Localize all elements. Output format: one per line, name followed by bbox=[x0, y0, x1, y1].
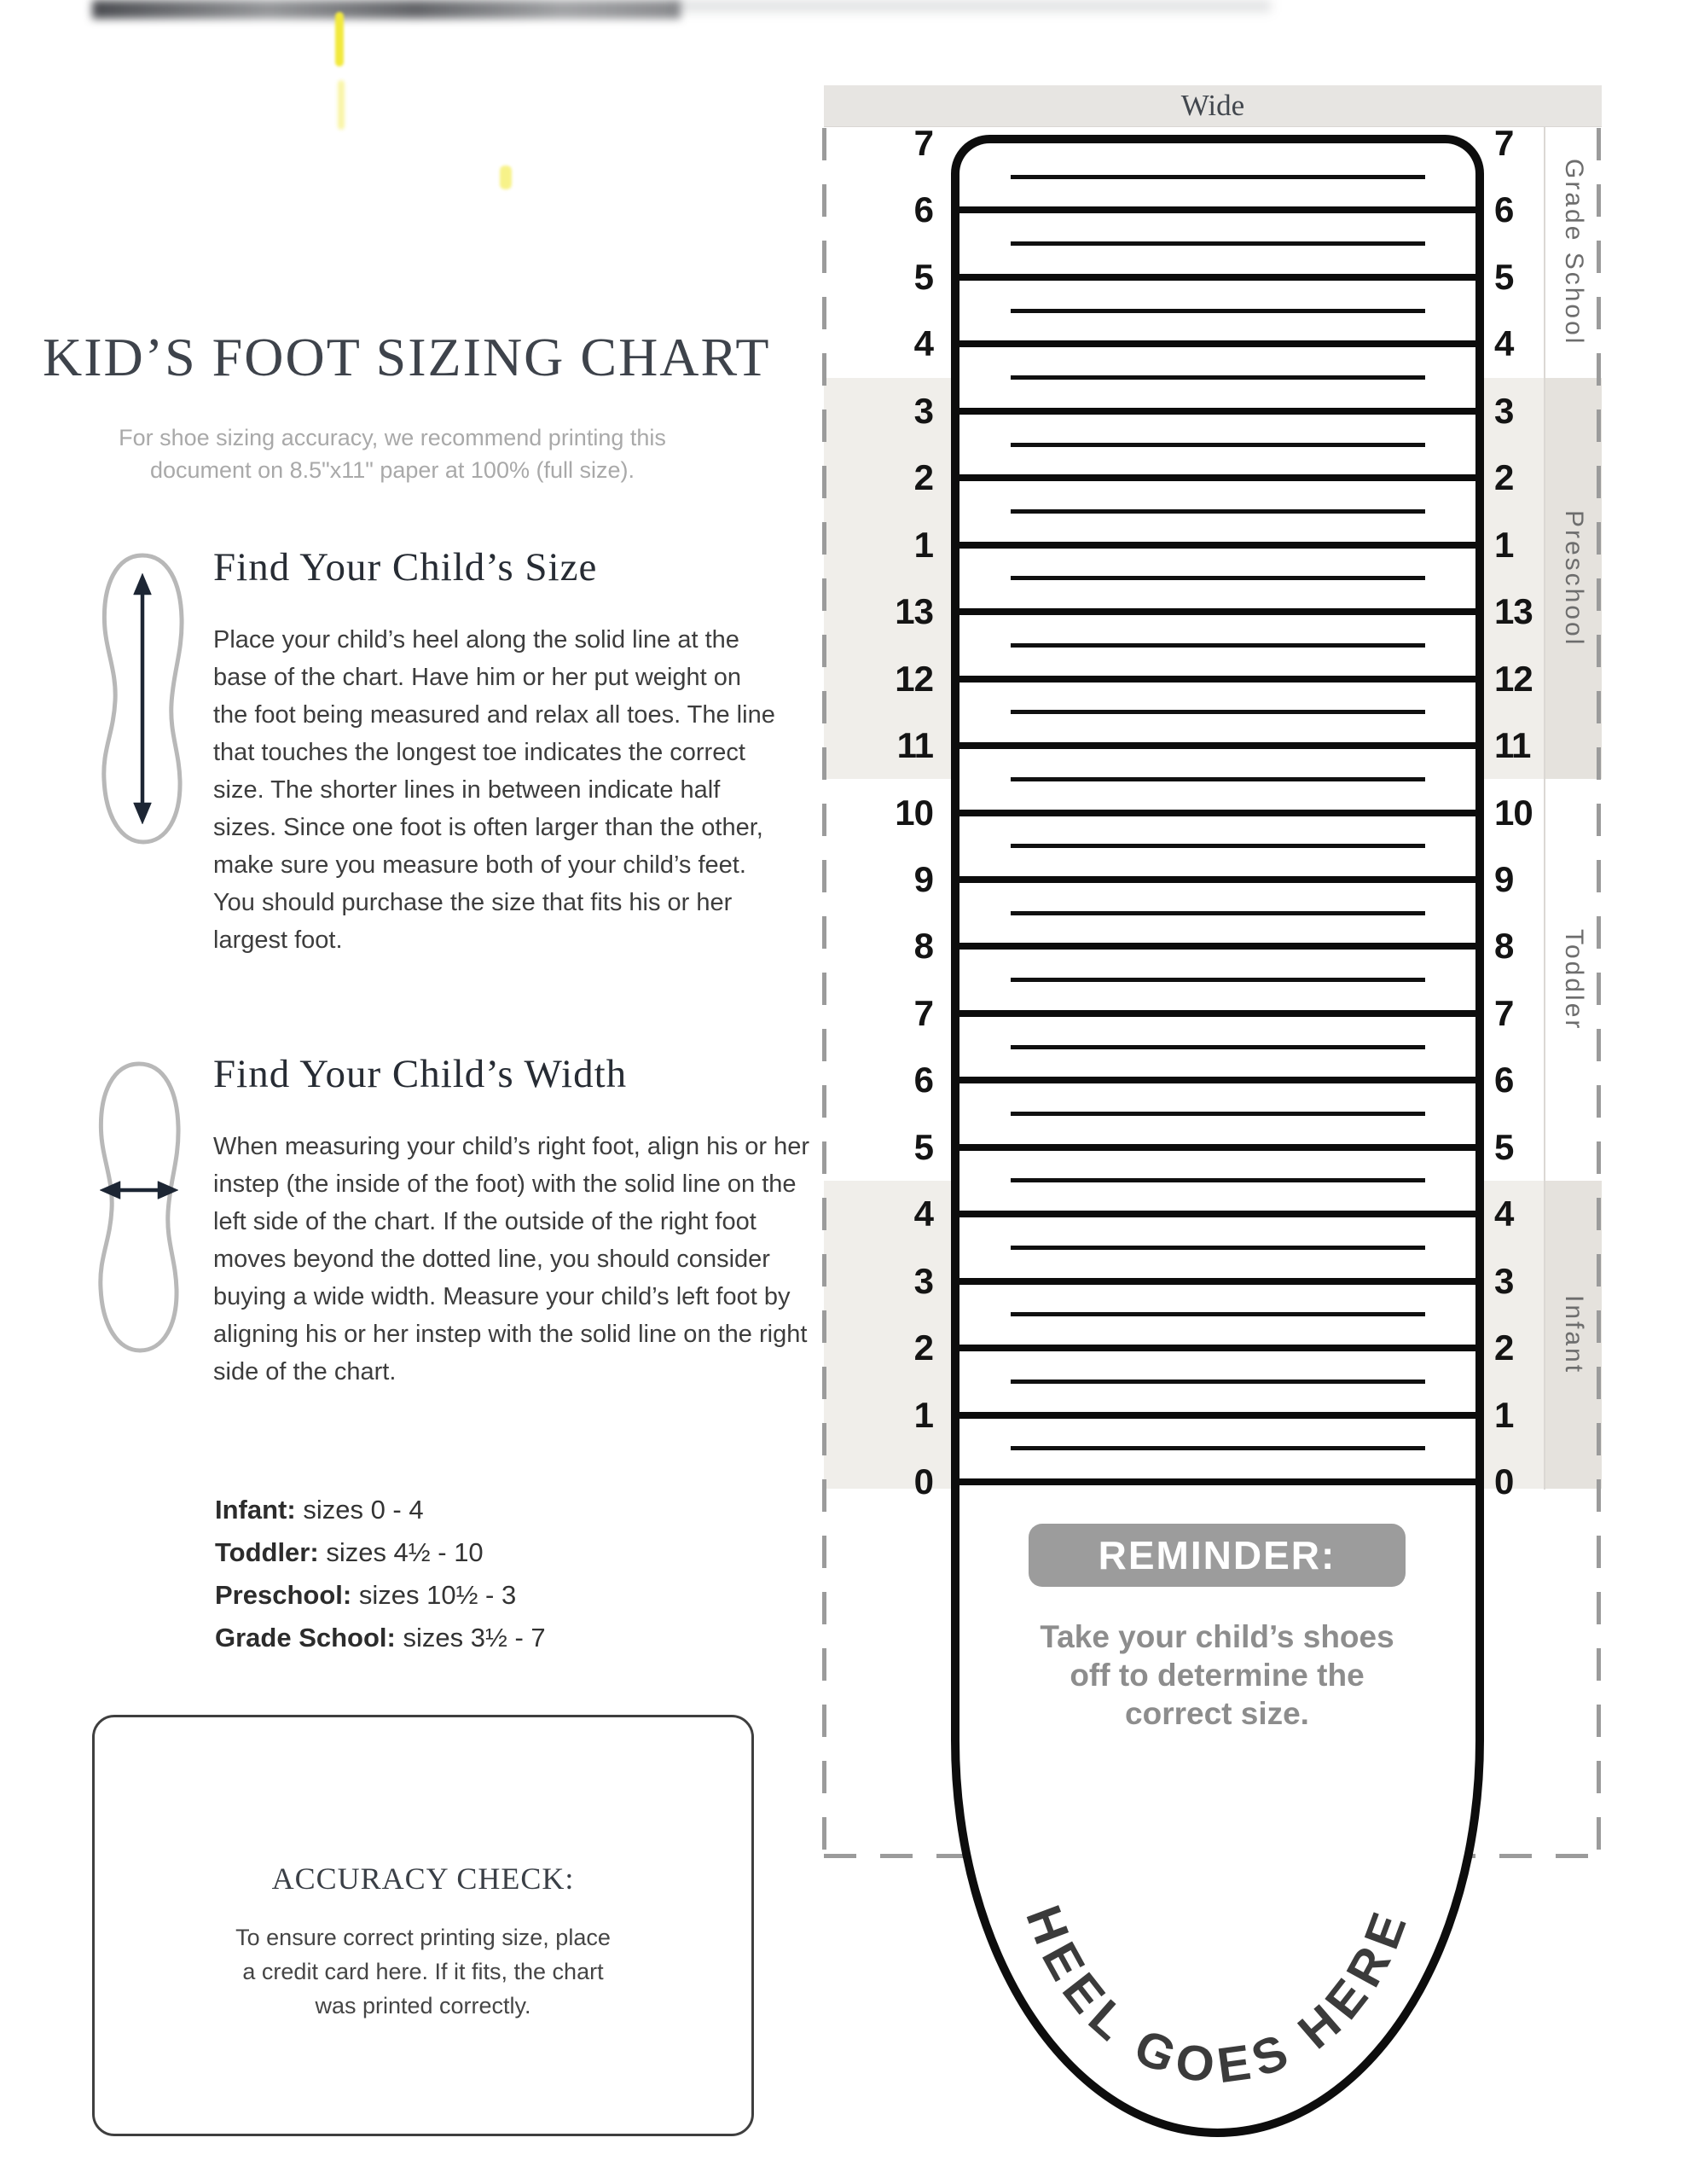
size-number: 7 bbox=[1494, 123, 1514, 163]
size-number: 5 bbox=[1494, 1126, 1514, 1167]
half-size-line bbox=[1011, 241, 1425, 246]
size-number: 2 bbox=[913, 457, 933, 498]
half-size-line bbox=[1011, 309, 1425, 313]
whole-size-line bbox=[959, 408, 1475, 415]
size-number: 8 bbox=[913, 926, 933, 967]
whole-size-line bbox=[959, 1144, 1475, 1151]
whole-size-line bbox=[959, 676, 1475, 682]
size-number: 5 bbox=[1494, 256, 1514, 297]
find-size-heading: Find Your Child’s Size bbox=[213, 545, 598, 590]
accuracy-check-line: To ensure correct printing size, place bbox=[235, 1925, 611, 1950]
half-size-line bbox=[1011, 375, 1425, 380]
scan-artifact-smudge bbox=[92, 0, 681, 19]
half-size-line bbox=[1011, 710, 1425, 714]
half-size-line bbox=[1011, 1112, 1425, 1116]
whole-size-line bbox=[959, 274, 1475, 281]
reminder-line: correct size. bbox=[1125, 1696, 1309, 1731]
size-range-value: sizes 0 - 4 bbox=[303, 1495, 424, 1525]
subtitle-line: document on 8.5"x11" paper at 100% (full size). bbox=[150, 457, 635, 483]
find-size-body: Place your child’s heel along the solid line at the base of the chart. Have him or her put weight on the foot being measured and relax all toes. The line that touches the longest toe indicates the correct size. The shorter lines in between indicate half sizes. Since one foot is often larger than the other, make sure you measure both of your child’s feet. You should purchase the size that fits his or her largest foot. bbox=[213, 626, 775, 954]
size-number: 10 bbox=[1494, 792, 1533, 833]
size-number: 5 bbox=[913, 1126, 933, 1167]
size-number: 2 bbox=[1494, 1327, 1514, 1368]
size-range-value: sizes 3½ - 7 bbox=[403, 1623, 546, 1653]
size-range-row bbox=[215, 1489, 546, 1531]
size-number: 3 bbox=[913, 390, 933, 431]
wide-label: Wide bbox=[1180, 89, 1245, 122]
accuracy-check-line: a credit card here. If it fits, the chart bbox=[242, 1959, 604, 1984]
size-range-label: Infant: bbox=[215, 1495, 296, 1525]
reminder-badge: REMINDER: bbox=[1029, 1524, 1406, 1587]
size-number: 12 bbox=[1494, 658, 1533, 699]
whole-size-line bbox=[959, 876, 1475, 883]
half-size-line bbox=[1011, 509, 1425, 514]
find-width-heading: Find Your Child’s Width bbox=[213, 1052, 628, 1096]
whole-size-line bbox=[959, 608, 1475, 615]
size-number: 1 bbox=[1494, 1394, 1514, 1435]
size-range-label: Preschool: bbox=[215, 1580, 352, 1610]
size-number: 1 bbox=[1494, 524, 1514, 565]
whole-size-line bbox=[959, 1077, 1475, 1083]
whole-size-line bbox=[959, 474, 1475, 481]
subtitle-line: For shoe sizing accuracy, we recommend printing this bbox=[119, 425, 666, 450]
size-number: 2 bbox=[913, 1327, 933, 1368]
size-number: 11 bbox=[896, 725, 933, 766]
size-number: 12 bbox=[895, 658, 933, 699]
page-title: KID’S FOOT SIZING CHART bbox=[43, 327, 771, 387]
half-size-line bbox=[1011, 1178, 1425, 1182]
accuracy-check-body bbox=[95, 1920, 751, 2023]
half-size-line bbox=[1011, 1312, 1425, 1316]
size-number: 1 bbox=[913, 524, 933, 565]
category-label: Toddler bbox=[1560, 928, 1588, 1031]
size-range-list bbox=[215, 1489, 546, 1659]
right-size-numbers bbox=[1491, 0, 1551, 2184]
size-range-row bbox=[215, 1574, 546, 1617]
size-range-row bbox=[215, 1617, 546, 1659]
category-label: Preschool bbox=[1560, 509, 1588, 648]
size-number: 2 bbox=[1494, 457, 1514, 498]
half-size-line bbox=[1011, 175, 1425, 179]
size-number: 3 bbox=[913, 1260, 933, 1301]
whole-size-line bbox=[959, 1211, 1475, 1217]
size-range-value: sizes 4½ - 10 bbox=[326, 1537, 484, 1567]
page-subtitle bbox=[85, 421, 699, 486]
accuracy-check-box bbox=[92, 1715, 754, 2136]
half-size-line bbox=[1011, 576, 1425, 580]
foot-width-icon bbox=[75, 1058, 203, 1356]
size-number: 6 bbox=[1494, 1060, 1514, 1101]
half-size-line bbox=[1011, 911, 1425, 915]
whole-size-line bbox=[959, 206, 1475, 213]
size-number: 7 bbox=[913, 992, 933, 1033]
size-range-row bbox=[215, 1531, 546, 1574]
size-range-label: Grade School: bbox=[215, 1623, 396, 1653]
foot-length-icon bbox=[78, 549, 206, 848]
size-number: 3 bbox=[1494, 390, 1514, 431]
accuracy-check-heading: ACCURACY CHECK: bbox=[271, 1862, 575, 1896]
vertical-arrow-icon bbox=[134, 573, 152, 824]
half-size-line bbox=[1011, 1045, 1425, 1049]
size-number: 4 bbox=[1494, 323, 1514, 364]
whole-size-line bbox=[959, 1278, 1475, 1285]
size-number: 4 bbox=[913, 1194, 933, 1234]
size-number: 1 bbox=[913, 1394, 933, 1435]
foot-outline bbox=[951, 135, 1484, 2137]
half-size-line bbox=[1011, 1380, 1425, 1384]
size-number: 7 bbox=[1494, 992, 1514, 1033]
scan-artifact-yellow-line-2 bbox=[338, 80, 345, 130]
size-range-value: sizes 10½ - 3 bbox=[358, 1580, 517, 1610]
half-size-line bbox=[1011, 844, 1425, 848]
whole-size-line bbox=[959, 810, 1475, 816]
size-number: 11 bbox=[1494, 725, 1531, 766]
size-range-label: Toddler: bbox=[215, 1537, 319, 1567]
scan-artifact-yellow-line bbox=[335, 12, 344, 67]
size-number: 6 bbox=[913, 1060, 933, 1101]
size-number: 3 bbox=[1494, 1260, 1514, 1301]
heel-goes-here-label: HEEL GOES HERE bbox=[1015, 1898, 1420, 2094]
size-number: 13 bbox=[1494, 591, 1533, 632]
half-size-line bbox=[1011, 443, 1425, 447]
size-number: 6 bbox=[913, 189, 933, 230]
half-size-line bbox=[1011, 1446, 1425, 1450]
scan-artifact-smudge-faint bbox=[674, 0, 1271, 12]
find-width-body: When measuring your child’s right foot, align his or her instep (the inside of the foot) with the solid line on the left side of the chart. If the outside of the right foot moves beyond the dotted line, you should consider buying a wide width. Measure your child’s left foot by aligning his or her instep with the solid line on the right side of the chart. bbox=[213, 1133, 810, 1385]
accuracy-check-line: was printed correctly. bbox=[315, 1993, 531, 2018]
reminder-line: Take your child’s shoes bbox=[1040, 1619, 1394, 1654]
size-number: 6 bbox=[1494, 189, 1514, 230]
size-number: 5 bbox=[913, 256, 933, 297]
whole-size-line bbox=[959, 742, 1475, 749]
size-number: 10 bbox=[895, 792, 933, 833]
size-number: 13 bbox=[895, 591, 933, 632]
whole-size-line bbox=[959, 340, 1475, 347]
whole-size-line bbox=[959, 542, 1475, 549]
category-label: Grade School bbox=[1560, 158, 1588, 346]
whole-size-line bbox=[959, 1478, 1475, 1485]
whole-size-line bbox=[959, 1010, 1475, 1017]
category-label: Infant bbox=[1560, 1294, 1588, 1374]
left-size-numbers bbox=[824, 0, 942, 2184]
size-number: 4 bbox=[913, 323, 933, 364]
size-number: 0 bbox=[1494, 1461, 1514, 1502]
whole-size-line bbox=[959, 1345, 1475, 1351]
reminder-line: off to determine the bbox=[1070, 1658, 1365, 1693]
size-number: 9 bbox=[913, 858, 933, 899]
whole-size-line bbox=[959, 1412, 1475, 1419]
size-number: 8 bbox=[1494, 926, 1514, 967]
size-number: 9 bbox=[1494, 858, 1514, 899]
scan-artifact-yellow-dot bbox=[500, 166, 512, 189]
half-size-line bbox=[1011, 1246, 1425, 1250]
reminder-note bbox=[987, 1618, 1447, 1733]
half-size-line bbox=[1011, 777, 1425, 781]
size-number: 7 bbox=[913, 123, 933, 163]
half-size-line bbox=[1011, 978, 1425, 982]
size-number: 0 bbox=[913, 1461, 933, 1502]
size-number: 4 bbox=[1494, 1194, 1514, 1234]
whole-size-line bbox=[959, 943, 1475, 950]
half-size-line bbox=[1011, 643, 1425, 648]
